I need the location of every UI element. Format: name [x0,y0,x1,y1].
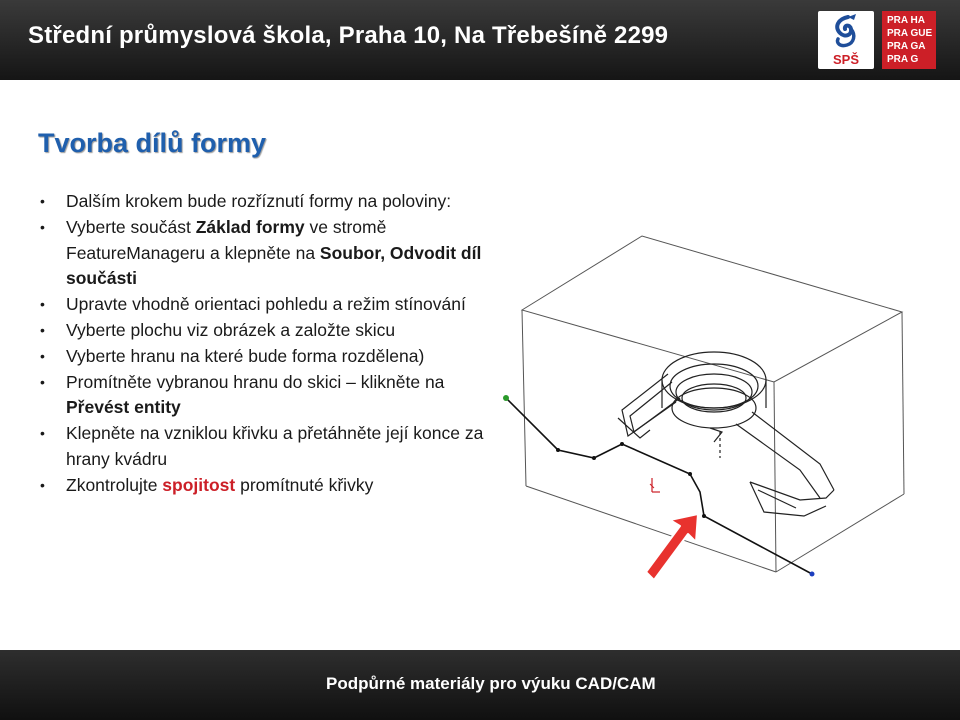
bullet-text: Upravte vhodně orientaci pohledu a režim stínování [66,294,466,315]
bullet-text: spojitost [162,474,236,495]
bullet-item [38,318,508,344]
bullet-dot-icon: • [40,193,45,209]
bullet-item [38,473,508,499]
sps-logo-text: SPŠ [832,52,860,67]
curve-start-point [503,395,509,401]
praha-logo-line: PRA GA [887,41,926,52]
bullet-dot-icon: • [40,476,45,493]
bullet-dot-icon: • [40,321,45,338]
bullet-item [38,344,508,370]
footer-bar [0,650,960,720]
bullet-text: Převést entity [66,397,181,418]
bullet-text: Klepněte na vzniklou křivku a přetáhněte její konce za hrany kvádru [66,423,484,469]
bullet-list [38,189,508,499]
mold-part-geometry [618,352,834,516]
bullet-text: Základ formy [195,216,305,237]
bullet-dot-icon: • [40,296,45,313]
curve-vertex [592,456,596,460]
curve-vertex [702,514,706,518]
bullet-text: Vyberte součást [66,216,196,237]
curve-vertex [688,472,692,476]
cad-mold-figure [500,232,920,582]
curve-vertex [620,442,624,446]
curve-vertex [556,448,560,452]
school-title: Střední průmyslová škola, Praha 10, Na Třebešíně 2299 [28,22,669,49]
bullet-dot-icon: • [40,218,45,235]
bullet-text: Zkontrolujte [66,474,163,495]
bullet-dot-icon: • [40,373,45,390]
bullet-text: ve stromě FeatureManageru a klepněte na [66,216,387,263]
praha-logo-line: PRA GUE [887,28,933,39]
bullet-text: promítnuté křivky [235,474,374,495]
bullet-item [38,421,508,473]
bullet-text: Dalším krokem bude rozříznutí formy na poloviny: [66,191,452,211]
curve-end-point [810,572,815,577]
bullet-item [38,292,508,318]
bullet-item [38,189,508,215]
bullet-item [38,215,508,292]
origin-triad-icon [650,478,660,492]
praha-logo-line: PRA HA [887,15,925,26]
header-bar [0,0,960,80]
bullet-text: Vyberte plochu viz obrázek a založte skicu [66,319,396,340]
sps-dragon-icon [818,11,874,69]
bullet-text: Promítněte vybranou hranu do skici – klikněte na [66,371,445,392]
praha-logo-line: PRA G [887,54,919,65]
bullet-text: Vyberte hranu na které bude forma rozdělena) [66,345,425,366]
sps-logo [818,11,874,69]
bullet-dot-icon: • [40,425,45,442]
highlight-arrow-icon [646,514,698,580]
bullet-dot-icon: • [40,347,45,364]
projected-sketch-curve [503,395,815,577]
footer-text: Podpůrné materiály pro výuku CAD/CAM [326,674,656,693]
bullet-text: Soubor, Odvodit díl součásti [66,242,482,289]
praha-logo [882,11,936,69]
slide-title: Tvorba dílů formy [38,128,267,158]
bullet-item [38,370,508,422]
